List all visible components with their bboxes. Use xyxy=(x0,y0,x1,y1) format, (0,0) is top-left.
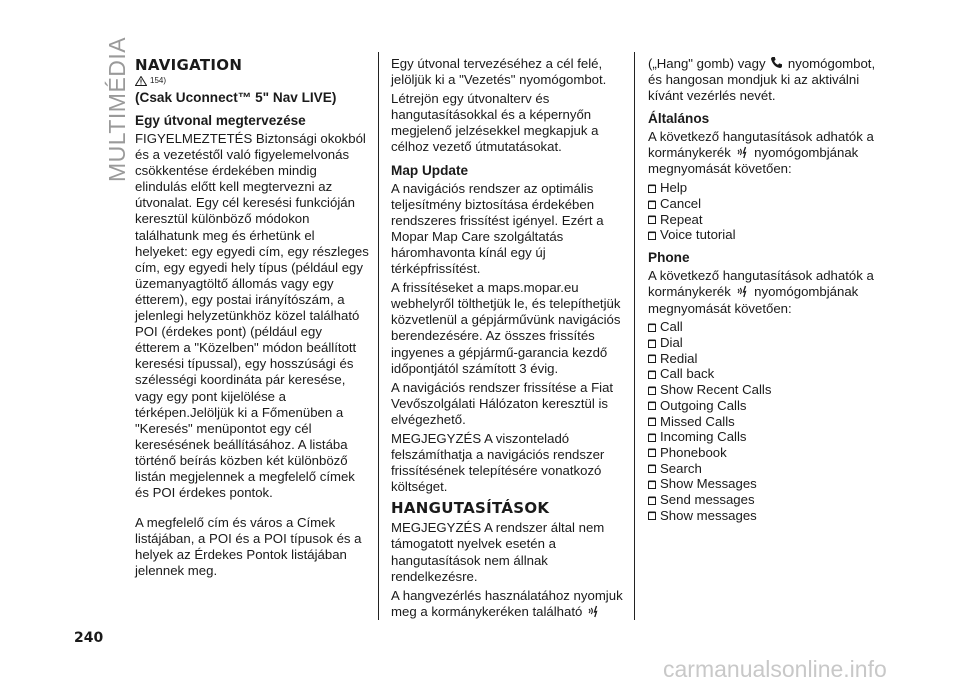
list-item xyxy=(648,429,888,445)
paragraph: Egy útvonal tervezéséhez a cél felé, jelöljük ki a "Vezetés" nyomógombot. xyxy=(391,56,607,88)
command-label: Phonebook xyxy=(660,444,727,460)
checkbox-icon xyxy=(648,417,656,426)
paragraph: A megfelelő cím és város a Címek listájában, a POI és a POI típusok és a helyek az Érdekes Pontok listájában jelennek meg. xyxy=(135,515,362,579)
command-label: Show messages xyxy=(660,507,757,523)
checkbox-icon xyxy=(648,464,656,473)
paragraph-phone-intro xyxy=(648,268,888,316)
list-item xyxy=(648,181,888,197)
paragraph-voice-button xyxy=(391,588,626,620)
command-label: Show Messages xyxy=(660,476,757,492)
command-label: Incoming Calls xyxy=(660,429,747,445)
checkbox-icon xyxy=(648,370,656,379)
paragraph-general-intro xyxy=(648,129,888,177)
checkbox-icon xyxy=(648,386,656,395)
list-item xyxy=(648,461,888,477)
checkbox-icon xyxy=(648,401,656,410)
checkbox-icon xyxy=(648,511,656,520)
section-side-tab xyxy=(74,36,130,182)
paragraph-text: nyomógombot, és hangosan mondjuk ki az aktiválni kívánt vezérlés nevét. xyxy=(648,56,876,104)
voice-command-icon xyxy=(587,604,601,618)
checkbox-icon xyxy=(648,200,656,209)
checkbox-icon xyxy=(648,448,656,457)
phone-command-list xyxy=(648,320,888,524)
paragraph-text: A hangvezérlés használatához nyomjuk meg a kormánykeréken található xyxy=(391,587,623,619)
checkbox-icon xyxy=(648,184,656,193)
column-divider-1 xyxy=(378,52,379,620)
command-label: Show Recent Calls xyxy=(660,382,772,398)
list-item xyxy=(648,367,888,383)
checkbox-icon xyxy=(648,480,656,489)
checkbox-icon xyxy=(648,433,656,442)
column-1 xyxy=(135,56,370,583)
column-2 xyxy=(391,56,626,623)
command-label: Repeat xyxy=(660,211,703,227)
general-command-list xyxy=(648,181,888,244)
section-side-tab-label: MULTIMÉDIA xyxy=(104,36,130,182)
list-item xyxy=(648,196,888,212)
list-item xyxy=(648,212,888,228)
list-item xyxy=(648,320,888,336)
list-item xyxy=(648,351,888,367)
watermark: carmanualsonline.info xyxy=(663,656,887,682)
command-label: Outgoing Calls xyxy=(660,397,747,413)
paragraph: A frissítéseket a maps.mopar.eu webhelyről tölthetjük le, és telepíthetjük közvetlenül a gépjárművünk navigációs berendezésére. Az összes frissítés ingyenes a gépjármű-garancia kezdő időpontjától számított 3 évig. xyxy=(391,280,621,376)
checkbox-icon xyxy=(648,354,656,363)
paragraph-text: A következő hangutasítások adhatók a kormánykerék xyxy=(648,129,874,161)
list-item xyxy=(648,492,888,508)
command-label: Call xyxy=(660,319,683,335)
warning-note-ref: 154) xyxy=(150,76,167,85)
phone-icon xyxy=(770,56,783,69)
heading-phone: Phone xyxy=(648,250,690,266)
list-item xyxy=(648,228,888,244)
list-item xyxy=(648,382,888,398)
paragraph-text: nyomógombjának megnyomását követően: xyxy=(648,284,859,316)
heading-map-update: Map Update xyxy=(391,162,469,178)
list-item xyxy=(648,508,888,524)
paragraph-text: A következő hangutasítások adhatók a kormánykerék xyxy=(648,268,874,300)
column-3 xyxy=(648,56,888,527)
voice-command-icon xyxy=(736,145,750,159)
command-label: Voice tutorial xyxy=(660,227,736,243)
paragraph-text: („Hang" gomb) vagy xyxy=(648,56,766,71)
list-item xyxy=(648,398,888,414)
list-item xyxy=(648,335,888,351)
checkbox-icon xyxy=(648,231,656,240)
paragraph: A navigációs rendszer az optimális teljesítmény biztosítása érdekében rendszeres frissítést igényel. Ezért a Mopar Map Care szolgáltatás háromhavonta kínál egy új térképfrissítést. xyxy=(391,180,604,277)
warning-note xyxy=(135,76,370,86)
paragraph-phone-button xyxy=(648,56,888,104)
command-label: Search xyxy=(660,460,702,476)
paragraph-text: nyomógombjának megnyomását követően: xyxy=(648,145,859,177)
list-item xyxy=(648,476,888,492)
paragraph: FIGYELMEZTETÉS Biztonsági okokból és a vezetéstől való figyelemelvonás csökkentése érdekében mindig elindulás előtt kell megtervezni az útvonalat. Egy cél keresési funkcióján keresztül különböző módokon találhatunk meg és érhetünk el helyeket: egy egyedi cím, egy részleges cím, egy egyedi hely típus (például egy üzemanyagtöltő állomás vagy egy étterem), egy postai irányítószám, a jelenlegi helyzetünkhöz közel található POI (érdekes pont) (például egy étterem a "Közelben" módon beállított keresési típussal), egy hosszúsági és szélességi koordináta pár keresése, vagy egy pont kijelölése a térképen.Jelöljük ki a Főmenüben a "Keresés" menüpontot egy cél keresésének beállításához. A listába történő beírás közben két különböző listán megjelennek a megfelelő címek és POI érdekes pontok. xyxy=(135,131,369,501)
command-label: Call back xyxy=(660,366,715,382)
paragraph: A navigációs rendszer frissítése a Fiat Vevőszolgálati Hálózaton keresztül is elvégezhető. xyxy=(391,379,614,427)
subtitle-uconnect: (Csak Uconnect™ 5" Nav LIVE) xyxy=(135,90,337,105)
list-item xyxy=(648,414,888,430)
command-label: Help xyxy=(660,180,688,196)
command-label: Redial xyxy=(660,350,698,366)
section-title-voice-commands: HANGUTASÍTÁSOK xyxy=(391,499,550,518)
command-label: Dial xyxy=(660,335,683,351)
section-title-navigation: NAVIGATION xyxy=(135,56,243,74)
paragraph: MEGJEGYZÉS A viszonteladó felszámíthatja a navigációs rendszer frissítésének telepítésére vonatkozó költséget. xyxy=(391,430,605,495)
heading-route-planning: Egy útvonal megtervezése xyxy=(135,113,306,128)
page-number: 240 xyxy=(74,630,104,646)
checkbox-icon xyxy=(648,496,656,505)
voice-command-icon xyxy=(736,284,750,298)
command-label: Cancel xyxy=(660,196,702,212)
paragraph: MEGJEGYZÉS A rendszer által nem támogatott nyelvek esetén a hangutasítások nem állnak rendelkezésre. xyxy=(391,520,605,584)
warning-triangle-icon xyxy=(135,76,147,86)
checkbox-icon xyxy=(648,215,656,224)
list-item xyxy=(648,445,888,461)
column-divider-2 xyxy=(634,52,635,620)
checkbox-icon xyxy=(648,323,656,332)
command-label: Missed Calls xyxy=(660,413,735,429)
command-label: Send messages xyxy=(660,491,755,507)
heading-general: Általános xyxy=(648,111,710,127)
paragraph: Létrejön egy útvonalterv és hangutasításokkal és a képernyőn megjelenő jelzésekkel megkapjuk a célhoz vezető útmutatásokat. xyxy=(391,91,599,155)
checkbox-icon xyxy=(648,339,656,348)
